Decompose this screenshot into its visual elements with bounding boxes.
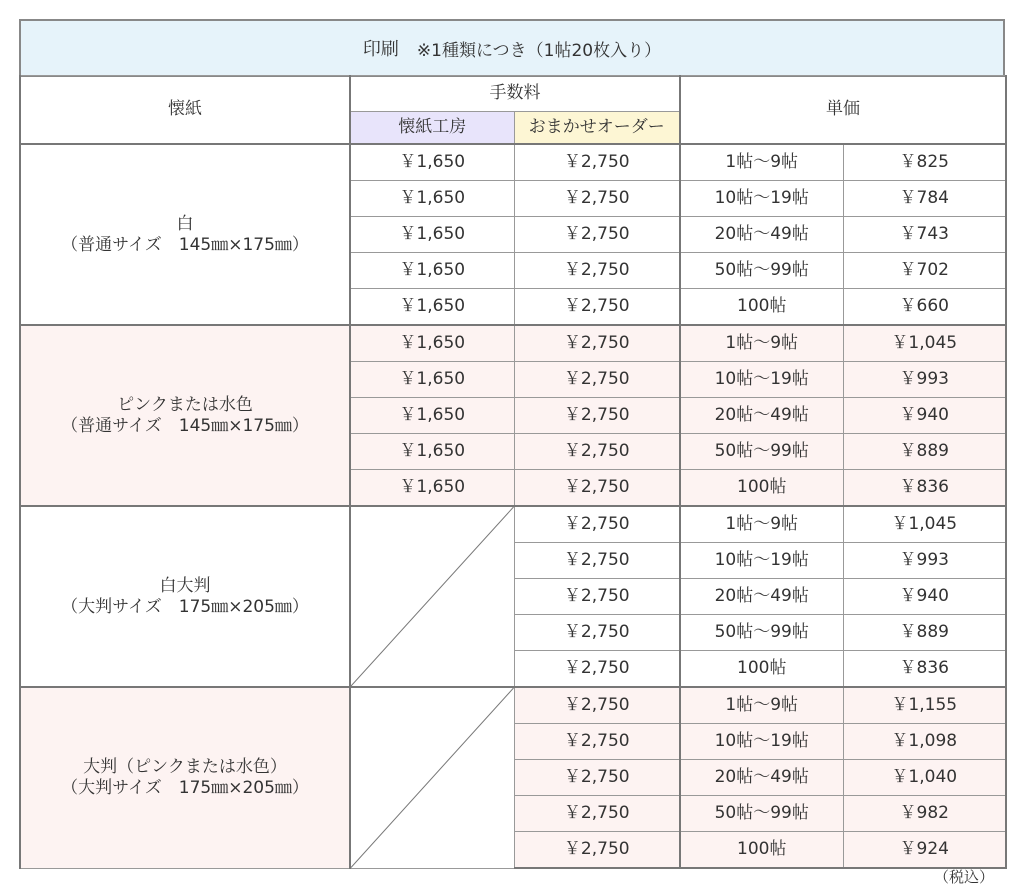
quantity-range-cell: 50帖〜99帖 <box>680 434 843 470</box>
quantity-range-cell: 10帖〜19帖 <box>680 362 843 398</box>
order-fee-cell: ￥2,750 <box>514 832 680 869</box>
studio-fee-cell: ￥1,650 <box>350 470 514 507</box>
quantity-range-cell: 20帖〜49帖 <box>680 579 843 615</box>
unit-price-cell: ￥1,155 <box>843 687 1006 724</box>
order-fee-cell: ￥2,750 <box>514 760 680 796</box>
unit-price-cell: ￥889 <box>843 434 1006 470</box>
order-fee-cell: ￥2,750 <box>514 470 680 507</box>
unit-price-cell: ￥1,045 <box>843 506 1006 543</box>
unit-price-cell: ￥784 <box>843 181 1006 217</box>
quantity-range-cell: 10帖〜19帖 <box>680 181 843 217</box>
quantity-range-cell: 20帖〜49帖 <box>680 760 843 796</box>
header-row-1 <box>20 76 1006 112</box>
paper-name-cell <box>20 325 350 506</box>
quantity-range-cell: 100帖 <box>680 289 843 326</box>
price-table-body <box>20 76 1006 869</box>
quantity-range-cell: 100帖 <box>680 832 843 869</box>
studio-fee-cell: ￥1,650 <box>350 362 514 398</box>
quantity-range-cell: 10帖〜19帖 <box>680 543 843 579</box>
order-fee-cell: ￥2,750 <box>514 217 680 253</box>
paper-name: 白大判 <box>159 576 211 597</box>
header-studio: 懐紙工房 <box>350 112 514 145</box>
table-row <box>20 144 1006 181</box>
quantity-range-cell: 50帖〜99帖 <box>680 796 843 832</box>
quantity-range-cell: 1帖〜9帖 <box>680 144 843 181</box>
paper-name: 大判（ピンクまたは水色） <box>83 757 287 778</box>
paper-size: （大判サイズ 175㎜×205㎜） <box>61 596 309 617</box>
quantity-range-cell: 50帖〜99帖 <box>680 615 843 651</box>
paper-size: （普通サイズ 145㎜×175㎜） <box>61 415 309 436</box>
order-fee-cell: ￥2,750 <box>514 651 680 688</box>
title-note: ※1種類につき（1帖20枚入り） <box>416 40 662 61</box>
unit-price-cell: ￥940 <box>843 398 1006 434</box>
unit-price-cell: ￥1,040 <box>843 760 1006 796</box>
header-unit-price: 単価 <box>680 76 1006 145</box>
studio-fee-cell: ￥1,650 <box>350 144 514 181</box>
order-fee-cell: ￥2,750 <box>514 289 680 326</box>
table-row <box>20 506 1006 543</box>
title-main: 印刷 <box>362 39 399 60</box>
table-row <box>20 687 1006 724</box>
studio-fee-cell: ￥1,650 <box>350 181 514 217</box>
unit-price-cell: ￥836 <box>843 470 1006 507</box>
unit-price-cell: ￥1,045 <box>843 325 1006 362</box>
studio-fee-cell: ￥1,650 <box>350 434 514 470</box>
paper-name-cell <box>20 506 350 687</box>
quantity-range-cell: 20帖〜49帖 <box>680 217 843 253</box>
quantity-range-cell: 1帖〜9帖 <box>680 506 843 543</box>
diagonal-slash <box>351 688 514 868</box>
order-fee-cell: ￥2,750 <box>514 325 680 362</box>
quantity-range-cell: 100帖 <box>680 651 843 688</box>
unit-price-cell: ￥993 <box>843 362 1006 398</box>
tax-note: （税込） <box>933 868 994 886</box>
order-fee-cell: ￥2,750 <box>514 434 680 470</box>
unit-price-cell: ￥702 <box>843 253 1006 289</box>
paper-name-cell <box>20 687 350 868</box>
order-fee-cell: ￥2,750 <box>514 615 680 651</box>
table-row <box>20 325 1006 362</box>
unit-price-cell: ￥1,098 <box>843 724 1006 760</box>
diagonal-slash <box>351 507 514 686</box>
unit-price-cell: ￥993 <box>843 543 1006 579</box>
order-fee-cell: ￥2,750 <box>514 796 680 832</box>
studio-fee-cell: ￥1,650 <box>350 289 514 326</box>
header-paper: 懐紙 <box>20 76 350 145</box>
order-fee-cell: ￥2,750 <box>514 181 680 217</box>
table-title <box>19 19 1005 77</box>
unit-price-cell: ￥836 <box>843 651 1006 688</box>
order-fee-cell: ￥2,750 <box>514 362 680 398</box>
studio-fee-cell: ￥1,650 <box>350 325 514 362</box>
studio-fee-na-cell <box>350 506 514 687</box>
order-fee-cell: ￥2,750 <box>514 506 680 543</box>
price-table <box>19 75 1007 869</box>
paper-name: ピンクまたは水色 <box>117 395 253 416</box>
order-fee-cell: ￥2,750 <box>514 144 680 181</box>
order-fee-cell: ￥2,750 <box>514 579 680 615</box>
quantity-range-cell: 1帖〜9帖 <box>680 687 843 724</box>
quantity-range-cell: 20帖〜49帖 <box>680 398 843 434</box>
quantity-range-cell: 1帖〜9帖 <box>680 325 843 362</box>
studio-fee-cell: ￥1,650 <box>350 253 514 289</box>
unit-price-cell: ￥889 <box>843 615 1006 651</box>
quantity-range-cell: 100帖 <box>680 470 843 507</box>
order-fee-cell: ￥2,750 <box>514 543 680 579</box>
order-fee-cell: ￥2,750 <box>514 687 680 724</box>
unit-price-cell: ￥825 <box>843 144 1006 181</box>
header-fee: 手数料 <box>350 76 680 112</box>
unit-price-cell: ￥660 <box>843 289 1006 326</box>
studio-fee-cell: ￥1,650 <box>350 398 514 434</box>
paper-name-cell <box>20 144 350 325</box>
unit-price-cell: ￥940 <box>843 579 1006 615</box>
paper-name: 白 <box>176 214 194 235</box>
quantity-range-cell: 10帖〜19帖 <box>680 724 843 760</box>
unit-price-cell: ￥982 <box>843 796 1006 832</box>
order-fee-cell: ￥2,750 <box>514 724 680 760</box>
unit-price-cell: ￥743 <box>843 217 1006 253</box>
studio-fee-cell: ￥1,650 <box>350 217 514 253</box>
unit-price-cell: ￥924 <box>843 832 1006 869</box>
order-fee-cell: ￥2,750 <box>514 253 680 289</box>
header-order: おまかせオーダー <box>514 112 680 145</box>
order-fee-cell: ￥2,750 <box>514 398 680 434</box>
studio-fee-na-cell <box>350 687 514 868</box>
paper-size: （大判サイズ 175㎜×205㎜） <box>61 777 309 798</box>
quantity-range-cell: 50帖〜99帖 <box>680 253 843 289</box>
paper-size: （普通サイズ 145㎜×175㎜） <box>61 234 309 255</box>
